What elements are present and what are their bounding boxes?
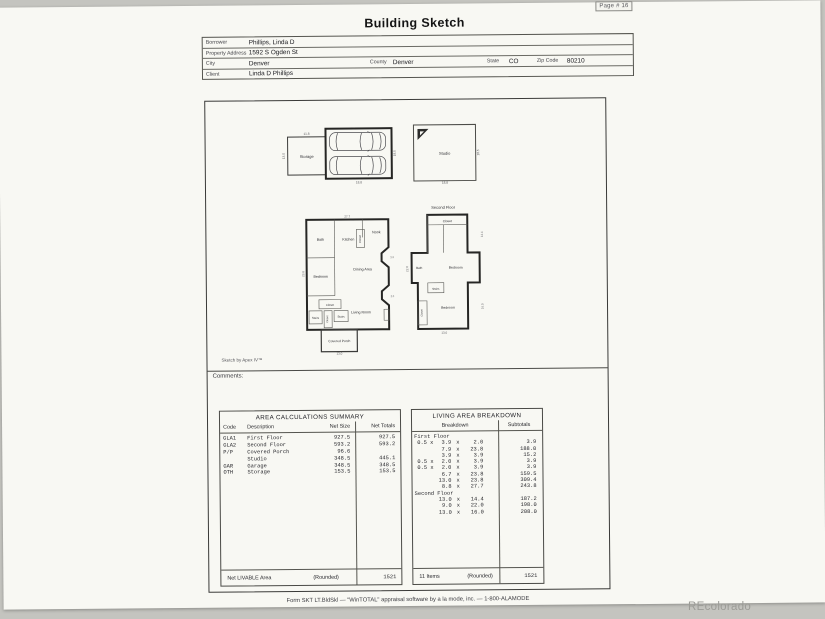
county-value: Denver	[392, 58, 414, 66]
living-breakdown-title: LIVING AREA BREAKDOWN	[432, 411, 522, 420]
sf-closet-bottom-label: Closet	[420, 309, 424, 317]
sf-bath-label: Bath	[416, 265, 423, 270]
zip-label: Zip Code	[536, 57, 559, 65]
table-cell: x	[456, 458, 460, 465]
table-cell: x	[456, 439, 460, 446]
recolorado-watermark: REcolorado	[688, 601, 752, 613]
col-header-net-size: Net Size	[329, 423, 351, 430]
table-cell: 2.0	[441, 458, 452, 465]
breakdown-rows	[412, 433, 543, 516]
city-label: City	[205, 60, 216, 67]
garage-outline	[325, 128, 391, 179]
table-cell: 3.9	[526, 439, 537, 446]
col-header-breakdown: Breakdown	[441, 422, 469, 429]
garage-dim-right: 18.5	[392, 150, 397, 157]
table-cell: x	[456, 509, 461, 516]
table-cell: 0.5 x	[417, 440, 434, 447]
storage-room-label: Storage	[299, 153, 314, 159]
table-cell: 348.5	[334, 462, 351, 469]
table-cell: 159.5	[520, 470, 537, 477]
table-cell: 22.0	[470, 502, 484, 509]
table-cell: GLA1	[223, 435, 237, 442]
table-cell: 2.0	[473, 439, 484, 446]
zip-value: 80210	[566, 57, 585, 65]
second-floor-plan	[405, 202, 486, 337]
table-cell: 593.2	[334, 441, 351, 448]
table-cell: 348.5	[334, 455, 351, 462]
table-cell: 3.9	[441, 439, 452, 447]
table-cell: Storage	[247, 469, 271, 476]
closet-label: Closet	[325, 302, 335, 307]
table-cell: 198.0	[520, 502, 537, 509]
table-cell: 23.8	[470, 471, 484, 478]
table-cell: x	[456, 465, 460, 472]
sf-dim-bottom: 13.0	[441, 330, 448, 335]
second-floor-title: Second Floor	[431, 204, 456, 210]
ff-dim-left: 23.8	[301, 271, 306, 277]
bath-label: Bath	[316, 237, 325, 242]
sketch-credit: Sketch by Apex IV™	[221, 357, 263, 363]
col-header-subtotals: Subtotals	[507, 421, 531, 428]
col-header-code: Code	[223, 424, 236, 431]
car-icon	[330, 155, 386, 175]
page-title: Building Sketch	[364, 15, 465, 31]
area-summary-title: AREA CALCULATIONS SUMMARY	[255, 412, 365, 421]
table-cell: 14.4	[470, 496, 484, 503]
breakdown-section-label: First Floor	[414, 433, 450, 440]
table-cell: GLA2	[223, 442, 237, 449]
items-count-label: 11 Items	[419, 573, 440, 580]
header-rule	[220, 431, 400, 434]
table-cell: 927.5	[378, 434, 396, 441]
sf-bedroom-mid-label: Bedroom	[448, 265, 463, 270]
table-cell: Studio	[247, 455, 267, 463]
table-cell: 309.4	[520, 476, 537, 484]
table-cell: 6.7	[441, 471, 452, 478]
table-cell: 445.1	[379, 454, 396, 461]
table-cell: 3.9	[473, 464, 484, 471]
net-livable-area-label: Net LIVABLE Area	[227, 574, 272, 582]
studio-plan	[411, 122, 482, 185]
garage-dim-bottom: 18.8	[355, 180, 363, 185]
breakdown-total: 1521	[524, 572, 538, 579]
rounded-label: (Rounded)	[467, 572, 493, 580]
ff-dim-top: 27.7	[344, 214, 351, 219]
col-header-description: Description	[247, 423, 275, 430]
ff-dim-notch-a: 3.9	[390, 256, 394, 260]
col-header-net-totals: Net Totals	[371, 422, 396, 429]
table-cell: x	[456, 483, 460, 490]
table-cell: 96.6	[337, 448, 351, 455]
studio-dim-right: 18.5	[476, 149, 481, 156]
table-cell: x	[456, 477, 460, 484]
comments-label: Comments:	[212, 373, 244, 380]
table-cell: x	[456, 446, 460, 453]
table-cell: First Floor	[247, 435, 283, 442]
nook-label: Nook	[372, 230, 381, 235]
breakdown-row	[413, 483, 543, 490]
table-cell: 23.8	[470, 477, 484, 484]
table-cell: 13.0	[438, 477, 452, 484]
table-cell: 2.0	[441, 465, 452, 472]
table-cell: x	[456, 502, 461, 509]
porch-dim-bottom: 13.0	[336, 351, 343, 356]
first-floor-plan	[302, 213, 395, 356]
car-icon	[329, 131, 385, 151]
table-cell: 153.5	[379, 468, 396, 475]
city-value: Denver	[248, 59, 270, 68]
table-cell: 153.5	[334, 468, 351, 476]
sf-stairs-label: Stairs	[432, 286, 440, 291]
table-cell: 15.2	[523, 451, 537, 458]
closet-mid-label: Closet	[326, 315, 330, 323]
table-cell: 0.5 x	[417, 459, 434, 466]
sf-closet-top-label: Closet	[442, 219, 452, 224]
table-cell: 9.0	[442, 502, 452, 510]
sf-dim-left: 22.0	[405, 266, 410, 272]
comments-divider	[208, 367, 608, 371]
property-address-label: Property Address	[205, 50, 247, 57]
table-cell: Second Floor	[247, 441, 287, 449]
table-cell: 7.9	[441, 446, 452, 453]
table-cell: 16.0	[470, 508, 484, 516]
garage-storage-plan	[281, 126, 398, 187]
table-cell: 3.9	[473, 452, 484, 459]
studio-dim-bottom: 18.8	[441, 180, 449, 185]
table-cell: 13.0	[438, 509, 452, 516]
table-cell: 188.0	[520, 445, 537, 452]
covered-porch-label: Covered Porch	[328, 339, 351, 344]
storage-dim-left: 13.0	[281, 152, 286, 160]
property-info-form	[202, 33, 634, 80]
table-cell: Covered Porch	[247, 448, 290, 456]
table-cell: 208.0	[520, 508, 537, 515]
north-arrow-icon	[417, 129, 428, 140]
form-footer-text: Form SKT LT.BldSkl — "WinTOTAL" appraisal software by a la mode, inc. — 1-800-ALAMODE	[286, 595, 530, 605]
client-label: Client	[205, 71, 220, 78]
studio-label: Studio	[438, 150, 451, 156]
header-rule	[412, 430, 542, 432]
table-cell: 27.7	[470, 483, 484, 490]
table-cell: x	[456, 471, 460, 478]
breakdown-footer	[413, 567, 543, 584]
table-cell: x	[456, 496, 460, 503]
living-room-label: Living Room	[351, 310, 372, 315]
table-cell: 3.9	[473, 458, 484, 465]
table-cell: 927.5	[333, 434, 351, 441]
dining-area-label: Dining Area	[353, 267, 373, 272]
breakdown-section-label: Second Floor	[414, 490, 454, 497]
table-cell: 348.5	[379, 461, 396, 468]
building-sketch-area	[204, 97, 610, 592]
table-cell: GAR	[223, 463, 234, 470]
sf-dim-right-top: 14.4	[479, 231, 484, 238]
table-cell: 3.9	[526, 464, 537, 471]
table-cell: 593.2	[378, 441, 396, 448]
table-cell: 3.9	[441, 452, 452, 459]
area-calculations-summary-table	[219, 409, 403, 587]
table-cell: 0.5 x	[417, 465, 434, 472]
kitchen-label: Kitchen	[342, 237, 355, 242]
state-value: CO	[508, 57, 519, 65]
table-cell: 8.8	[441, 484, 452, 491]
ff-dim-notch-b: 2.0	[390, 295, 395, 299]
table-cell: 243.8	[520, 483, 537, 490]
client-value: Linda D Phillips	[248, 70, 294, 78]
stairs-right-label: Stairs	[337, 314, 345, 319]
closet-upper-label: Closet	[357, 234, 362, 243]
rounded-label: (Rounded)	[313, 574, 339, 581]
table-cell: P/P	[223, 449, 234, 456]
table-cell: 13.0	[438, 496, 452, 503]
stairs-left-label: Stairs	[312, 315, 320, 320]
living-area-breakdown-table	[411, 408, 545, 585]
table-cell: 23.8	[470, 445, 484, 453]
property-address-value: 1592 S Ogden St	[248, 49, 298, 57]
net-livable-area-total: 1521	[383, 573, 397, 580]
first-floor-interior-walls	[306, 219, 389, 328]
table-cell: x	[456, 452, 460, 459]
sf-bedroom-bottom-label: Bedroom	[441, 305, 455, 310]
county-label: County	[369, 59, 387, 66]
borrower-value: Phillips, Linda D	[248, 38, 295, 47]
storage-dim-top: 11.8	[303, 131, 310, 136]
table-cell: 187.2	[520, 495, 537, 503]
area-summary-rows	[220, 434, 400, 477]
borrower-label: Borrower	[205, 39, 228, 46]
page-number-badge: Page # 16	[595, 1, 632, 11]
table-cell: Garage	[247, 462, 267, 470]
table-cell: 3.9	[526, 458, 537, 465]
sf-dim-right-bottom: 16.0	[480, 303, 485, 310]
bedroom-label: Bedroom	[313, 274, 329, 279]
area-summary-row	[220, 469, 400, 477]
table-cell: OTH	[223, 470, 234, 477]
area-summary-footer	[221, 568, 401, 586]
breakdown-row	[413, 508, 543, 515]
state-label: State	[486, 58, 500, 65]
